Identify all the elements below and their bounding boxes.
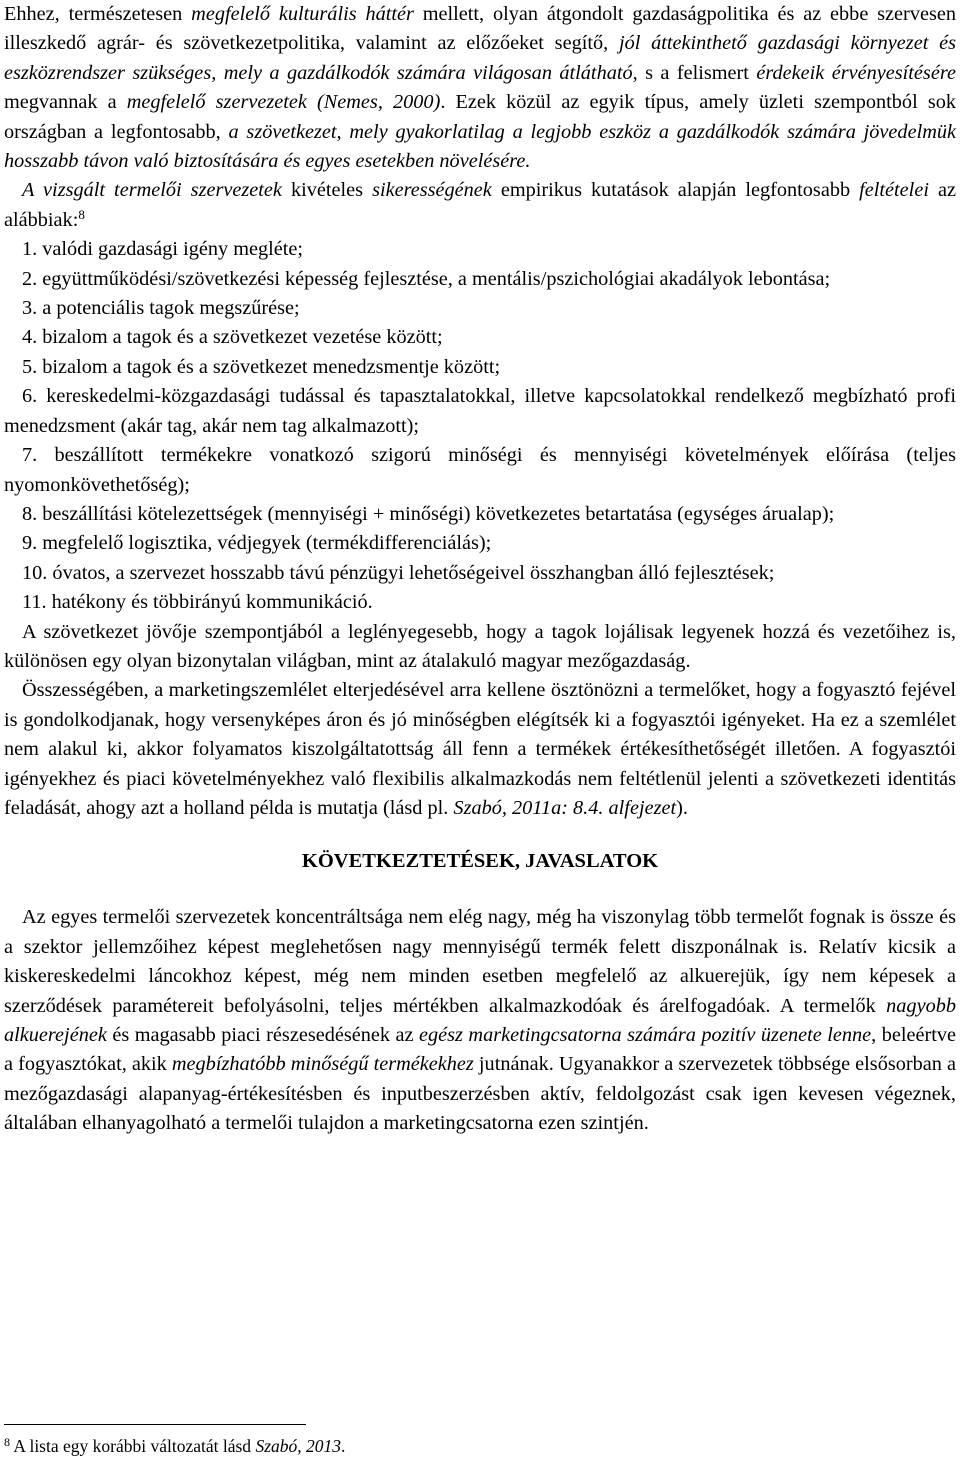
text-run: , beleértve a fogyasztókat, akik	[4, 1024, 957, 1076]
paragraph-conclusions	[4, 903, 956, 1138]
italic-run: érdekeik érvényesítésére	[756, 61, 956, 84]
paragraph-loyalty: A szövetkezet jövője szempontjából a leglényegesebb, hogy a tagok lojálisak legyenek hozzá és vezetőihez is, különösen egy olyan bizonytalan világban, mint az átalakuló magyar mezőgazdaság.	[4, 620, 956, 672]
italic-run: jól áttekinthető gazdasági környezet és eszközrendszer szükséges, mely a gazdálkodók számára világosan átlátható	[4, 32, 956, 84]
section-heading: KÖVETKEZTETÉSEK, JAVASLATOK	[301, 850, 659, 873]
italic-run: sikerességének	[372, 179, 492, 202]
list-item: 4. bizalom a tagok és a szövetkezet vezetése között;	[22, 326, 443, 349]
footnote	[4, 1434, 956, 1458]
list-item: 2. együttműködési/szövetkezési képesség fejlesztése, a mentális/pszichológiai akadályok lebontása;	[22, 267, 831, 290]
text-run: megvannak a	[4, 91, 127, 114]
footnote-separator	[4, 1424, 306, 1425]
italic-run: megbízhatóbb minőségű termékekhez	[171, 1053, 474, 1076]
text-run: és magasabb piaci részesedésének az	[106, 1024, 420, 1046]
text-run: Az egyes termelői szervezetek koncentráltsága nem elég nagy, még ha viszonylag több termelőt fognak is össze és a szektor jellemzőihez képest meglehetősen nagy mennyiségű termék felett diszponálnak is. Relatív kicsik a kiskereskedelmi láncokhoz képest, még nem minden esetben megfelelő az alkuerejük, így nem képesek a szerződések paramétereit befolyásolni, teljes mértékben alkalmazkodóak és árelfogadóak. A termelők	[4, 906, 956, 1017]
list-item: 8. beszállítási kötelezettségek (mennyiségi + minőségi) következetes betartatása (egységes árualap);	[22, 502, 835, 525]
paragraph-summary	[4, 676, 956, 823]
text-run: Összességében, a marketingszemlélet elterjedésével arra kellene ösztönözni a termelőket, hogy a fogyasztó fejével is gondolkodjanak, hogy versenyképes áron és jó minőségben elégítsék ki a fogyasztói igényeket. Ha ez a szemlélet nem alakul ki, akkor folyamatos kiszolgáltatottság áll fenn a termékek értékesíthetőségét illetően. A fogyasztói igényekhez és piaci követelményekhez való flexibilis alkalmazkodás nem feltétlenül jelenti a szövetkezeti identitás feladását, ahogy azt a holland példa is mutatja (lásd pl.	[4, 679, 956, 819]
text-run: kivételes	[281, 179, 373, 202]
italic-run: megfelelő szervezetek (Nemes, 2000)	[126, 91, 441, 114]
footnote-citation: Szabó, 2013	[255, 1436, 341, 1456]
italic-run: nagyobb alkuerejének	[4, 994, 956, 1046]
document-page	[4, 0, 956, 1139]
list-item: 6. kereskedelmi-közgazdasági tudással és tapasztalatokkal, illetve kapcsolatokkal rendelkező megbízható profi menedzsment (akár tag, akár nem tag alkalmazott);	[4, 385, 956, 437]
text-run: jutnának. Ugyanakkor a szervezetek többsége elsősorban a mezőgazdasági alapanyag-értékesítésben és inputbeszerzésben aktív, feldolgozást csak igen kevesen végeznek, általában elhanyagolható a termelői tulajdon a marketingcsatorna ezen szintjén.	[4, 1053, 957, 1135]
list-item: 11. hatékony és többirányú kommunikáció.	[22, 591, 373, 614]
list-item: 9. megfelelő logisztika, védjegyek (termékdifferenciálás);	[22, 532, 492, 555]
footnote-text: A lista egy korábbi változatát lásd	[10, 1436, 256, 1456]
italic-run: megfelelő kulturális háttér	[191, 3, 414, 25]
list-item: 7. beszállított termékekre vonatkozó szigorú minőségi és mennyiségi követelmények előírása (teljes nyomonkövethetőség);	[4, 444, 956, 496]
paragraph-intro	[4, 0, 956, 176]
footnote-number: 8	[4, 1435, 10, 1449]
text-run: , s a felismert	[632, 61, 757, 84]
footnote-marker[interactable]: 8	[78, 206, 85, 222]
italic-run: feltételei	[859, 179, 929, 202]
citation: Szabó, 2011a: 8.4. alfejezet	[453, 796, 677, 819]
text-run: empirikus kutatások alapján legfontosabb	[491, 179, 860, 202]
text-run: az alábbiak:	[4, 179, 957, 231]
text-run: mellett, olyan átgondolt gazdaságpolitika és az ebbe szervesen illeszkedő agrár- és szövetkezetpolitika, valamint az előzőeket segítő,	[4, 3, 956, 55]
text-run: Ehhez, természetesen	[4, 3, 192, 25]
list-item: 10. óvatos, a szervezet hosszabb távú pénzügyi lehetőségeivel összhangban álló fejlesztések;	[22, 561, 775, 584]
text-run: ).	[676, 796, 688, 819]
italic-run: a szövetkezet, mely gyakorlatilag a legjobb eszköz a gazdálkodók számára jövedelmük hosszabb távon való biztosítására és egyes esetekben növelésére.	[4, 120, 956, 173]
conditions-list	[4, 235, 956, 617]
list-item: 3. a potenciális tagok megszűrése;	[22, 297, 300, 320]
footnote-text: .	[341, 1436, 346, 1456]
list-item: 1. valódi gazdasági igény megléte;	[22, 238, 304, 261]
list-item: 5. bizalom a tagok és a szövetkezet menedzsmentje között;	[22, 355, 501, 378]
text-run: . Ezek közül az egyik típus, amely üzleti szempontból sok országban a legfontosabb,	[4, 91, 956, 143]
italic-run: A vizsgált termelői szervezetek	[22, 179, 282, 202]
paragraph-conditions-intro	[4, 176, 956, 235]
italic-run: egész marketingcsatorna számára pozitív üzenete lenne	[419, 1024, 872, 1046]
